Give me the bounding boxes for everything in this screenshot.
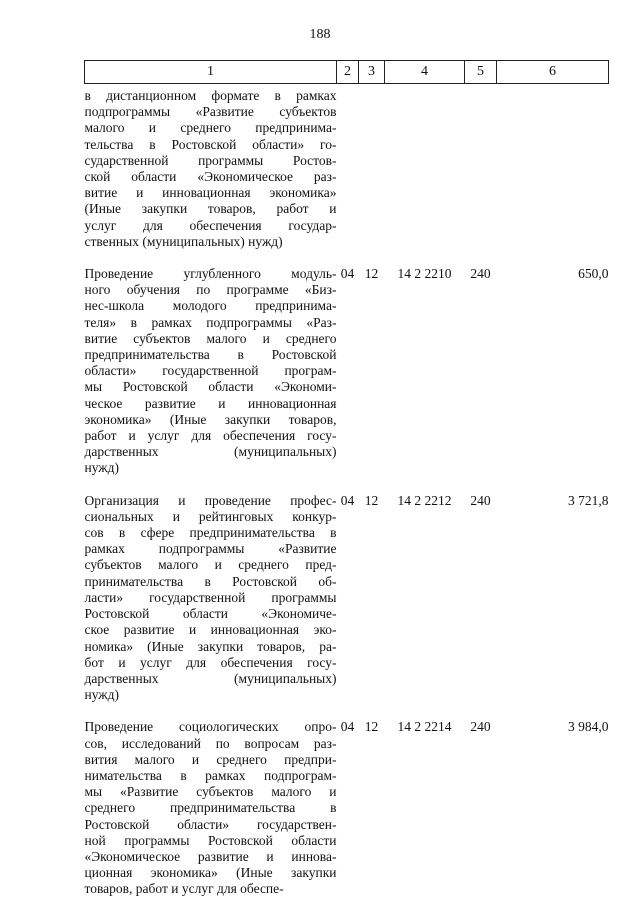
description-line: субъектов малого и среднего пред-: [84, 557, 337, 573]
description-line: нимательства в рамках подпрограм-: [84, 767, 337, 783]
section-code: 04: [340, 492, 355, 508]
description-line: витие и инновационная экономика»: [84, 185, 337, 201]
description-line: ское развитие и инновационная эко-: [84, 622, 337, 638]
section-code: 04: [340, 266, 355, 282]
subsection-code: 12: [364, 492, 379, 508]
description-line: Организация и проведение профес-: [84, 492, 337, 508]
table-body: [85, 84, 609, 908]
description-line: (Иные закупки товаров, работ и: [84, 201, 337, 217]
amount: 3 721,8: [568, 492, 609, 508]
description-line: ской области «Экономическое раз-: [84, 169, 337, 185]
expense-type-code: 240: [470, 266, 491, 282]
description-line: витие субъектов малого и среднего: [84, 330, 337, 346]
description-line: ционная экономика» (Иные закупки: [84, 865, 337, 881]
budget-table: [84, 60, 609, 908]
description-line: номика» (Иные закупки товаров, ра-: [84, 638, 337, 654]
description-line: ного обучения по программе «Биз-: [84, 282, 337, 298]
description-line: подпрограммы «Развитие субъектов: [84, 104, 337, 120]
subsection-code: 12: [364, 719, 379, 735]
row-description: [85, 260, 337, 487]
description-line: Проведение социологических опро-: [84, 719, 337, 735]
description-line: принимательства в Ростовской об-: [84, 573, 337, 589]
header-col-1: 1: [85, 61, 337, 84]
description-line: малого и среднего предпринима-: [84, 120, 337, 136]
description-line: ческое развитие и инновационная: [84, 395, 337, 411]
description-line: сиональных и рейтинговых конкур-: [84, 508, 337, 524]
section-code: [337, 84, 359, 261]
page-number: 188: [309, 27, 331, 42]
description-line: теля» в рамках подпрограммы «Раз-: [84, 314, 337, 330]
amount: 3 984,0: [568, 719, 609, 735]
subsection-code: [359, 84, 385, 261]
description-line: ной программы Ростовской области: [84, 832, 337, 848]
description-line: области» государственной програм-: [84, 363, 337, 379]
description-line: Ростовской области» государствен-: [84, 816, 337, 832]
description-line: мы «Развитие субъектов малого и: [84, 784, 337, 800]
header-col-3: 3: [359, 61, 385, 84]
description-line: услуг для обеспечения государ-: [84, 217, 337, 233]
description-line: предпринимательства в Ростовской: [84, 347, 337, 363]
amount: [497, 84, 609, 261]
table-row: [85, 713, 609, 907]
table-row: [85, 260, 609, 487]
description-line: вития малого и среднего предпри-: [84, 751, 337, 767]
description-line: экономика» (Иные закупки товаров,: [84, 411, 337, 427]
amount: 650,0: [578, 266, 609, 282]
description-line: бот и услуг для обеспечения госу-: [84, 654, 337, 670]
description-line: нес-школа молодого предпринима-: [84, 298, 337, 314]
description-line: среднего предпринимательства в: [84, 800, 337, 816]
table-row: [85, 84, 609, 261]
description-line: сударственной программы Ростов-: [84, 152, 337, 168]
expense-type-code: 240: [470, 719, 491, 735]
target-article-code: 14 2 2210: [397, 266, 452, 282]
row-description: [85, 713, 337, 907]
target-article-code: [385, 84, 465, 261]
description-line: нужд): [84, 460, 119, 476]
target-article-code: 14 2 2214: [397, 719, 452, 735]
description-line: ственных (муниципальных) нужд): [84, 233, 283, 249]
description-line: сов, исследований по вопросам раз-: [84, 735, 337, 751]
table-row: [85, 487, 609, 714]
description-line: мы Ростовской области «Экономи-: [84, 379, 337, 395]
description-line: тельства в Ростовской области» го-: [84, 136, 337, 152]
header-col-4: 4: [385, 61, 465, 84]
description-line: работ и услуг для обеспечения госу-: [84, 428, 337, 444]
header-col-6: 6: [497, 61, 609, 84]
subsection-code: 12: [364, 266, 379, 282]
table-header-row: [85, 61, 609, 84]
description-line: дарственных (муниципальных): [84, 670, 337, 686]
description-line: рамках подпрограммы «Развитие: [84, 541, 337, 557]
description-line: сов в сфере предпринимательства в: [84, 525, 337, 541]
expense-type-code: [465, 84, 497, 261]
header-col-2: 2: [337, 61, 359, 84]
row-description: [85, 487, 337, 714]
description-line: «Экономическое развитие и иннова-: [84, 848, 337, 864]
description-line: товаров, работ и услуг для обеспе-: [84, 881, 284, 897]
header-col-5: 5: [465, 61, 497, 84]
expense-type-code: 240: [470, 492, 491, 508]
description-line: ласти» государственной программы: [84, 589, 337, 605]
description-line: в дистанционном формате в рамках: [84, 88, 337, 103]
description-line: дарственных (муниципальных): [84, 444, 337, 460]
row-description: [85, 84, 337, 261]
description-line: Ростовской области «Экономиче-: [84, 606, 337, 622]
target-article-code: 14 2 2212: [397, 492, 452, 508]
description-line: Проведение углубленного модуль-: [84, 266, 337, 282]
description-line: нужд): [84, 687, 119, 703]
section-code: 04: [340, 719, 355, 735]
